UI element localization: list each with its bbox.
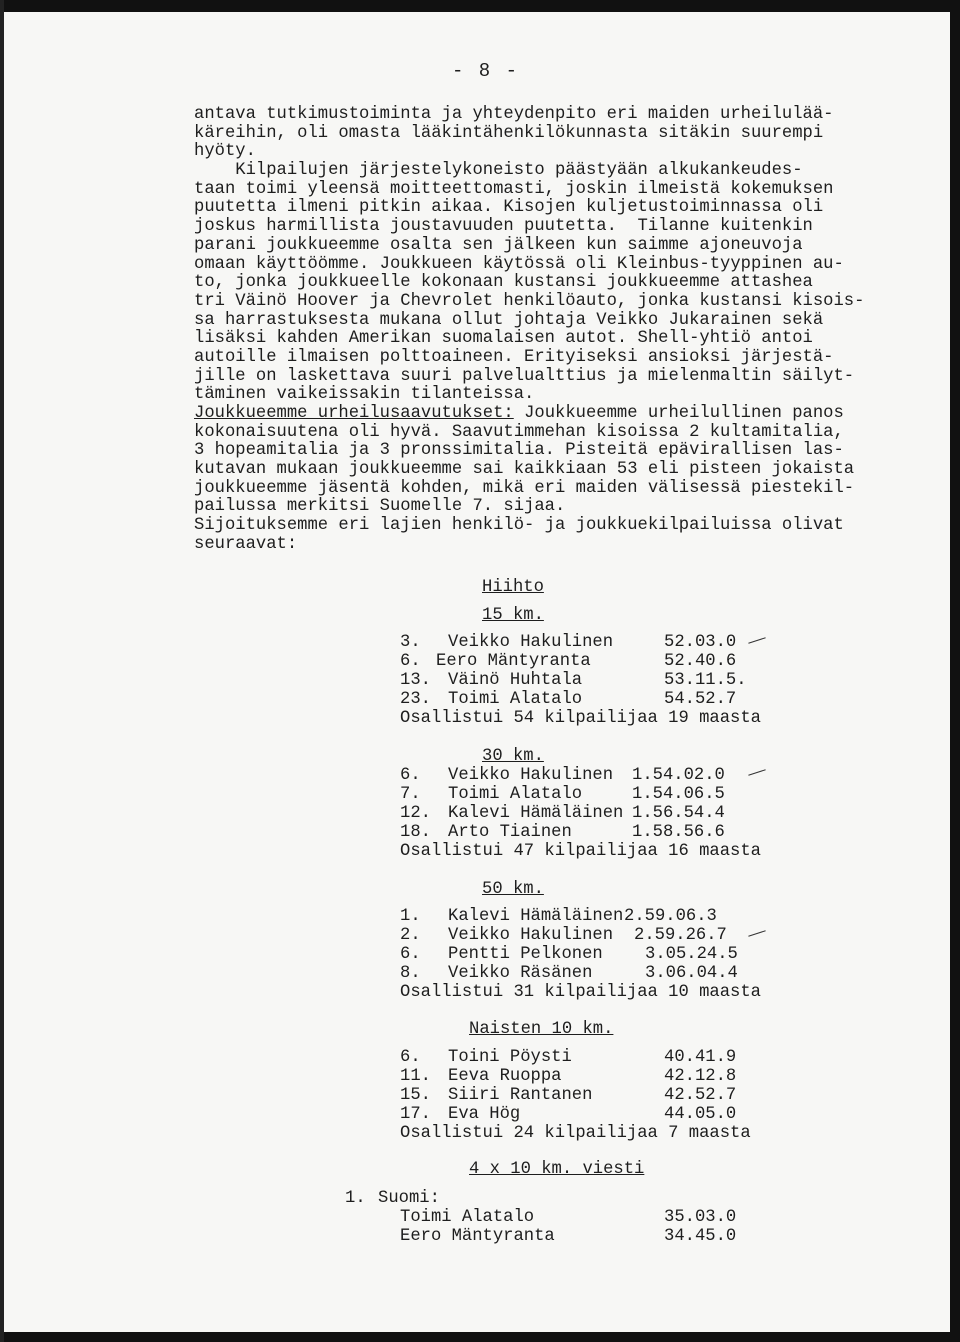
race-summary: Osallistui 47 kilpailijaa 16 maasta — [400, 842, 761, 861]
result-name: Toimi Alatalo — [448, 690, 583, 709]
race-title: 50 km. — [482, 880, 544, 899]
result-name: Eva Hög — [448, 1105, 521, 1124]
result-time: 40.41.9 — [664, 1048, 737, 1067]
result-name: Veikko Räsänen — [448, 964, 593, 983]
race-summary: Osallistui 31 kilpailijaa 10 maasta — [400, 983, 761, 1002]
paragraph-line: lisäksi kahden Amerikan suomalaisen autot. Shell-yhtiö antoi — [194, 329, 813, 349]
result-time: 2.59.06.3 — [624, 907, 717, 926]
result-time: 1.54.06.5 — [632, 785, 725, 804]
paragraph-line: puutetta ilmeni pitkin aikaa. Kisojen kuljetustoiminnassa oli — [194, 198, 824, 218]
result-name: Pentti Pelkonen — [448, 945, 603, 964]
result-place: 6. — [400, 945, 421, 964]
race-summary: Osallistui 24 kilpailijaa 7 maasta — [400, 1124, 751, 1143]
race-summary: Osallistui 54 kilpailijaa 19 maasta — [400, 709, 761, 728]
result-name: Väinö Huhtala — [448, 671, 583, 690]
result-place: 1. — [400, 907, 421, 926]
race-title: 30 km. — [482, 747, 544, 766]
result-time: 42.12.8 — [664, 1067, 737, 1086]
pencil-tick-mark — [748, 769, 765, 776]
result-time: 52.03.0 — [664, 633, 737, 652]
paragraph-line: omaan käyttöömme. Joukkueen käytössä oli Kleinbus-tyyppinen au- — [194, 254, 844, 274]
result-place: 15. — [400, 1086, 431, 1105]
race-title: 15 km. — [482, 606, 544, 625]
section-heading: Joukkueemme urheilusaavutukset: — [194, 404, 514, 423]
relay-place: 1. — [345, 1189, 366, 1208]
result-place: 8. — [400, 964, 421, 983]
relay-member-time: 34.45.0 — [664, 1227, 737, 1246]
race-title: Naisten 10 km. — [469, 1020, 614, 1039]
section-line: kokonaisuutena oli hyvä. Saavutimmehan kisoissa 2 kultamitalia, — [194, 422, 844, 442]
result-time: 2.59.26.7 — [634, 926, 727, 945]
result-place: 18. — [400, 823, 431, 842]
result-time: 3.05.24.5 — [645, 945, 738, 964]
result-place: 17. — [400, 1105, 431, 1124]
result-name: Kalevi Hämäläinen — [448, 907, 624, 926]
relay-member-time: 35.03.0 — [664, 1208, 737, 1227]
result-time: 3.06.04.4 — [645, 964, 738, 983]
result-place: 23. — [400, 690, 431, 709]
paragraph-line: autoille ilmaisen polttoaineen. Erityiseksi ansioksi järjestä- — [194, 347, 834, 367]
section-line: pailussa merkitsi Suomelle 7. sijaa. — [194, 497, 566, 517]
result-place: 11. — [400, 1067, 431, 1086]
result-name: Veikko Hakulinen — [448, 633, 614, 652]
result-place: 7. — [400, 785, 421, 804]
result-place: 12. — [400, 804, 431, 823]
sport-heading: Hiihto — [482, 578, 544, 597]
result-place: 6. — [400, 1048, 421, 1067]
result-place: 6. — [400, 766, 421, 785]
paragraph-line: sa harrastuksesta mukana ollut johtaja Veikko Jukarainen sekä — [194, 310, 824, 330]
paragraph-line: tri Väinö Hoover ja Chevrolet henkilöauto, jonka kustansi kisois- — [194, 291, 865, 311]
relay-title: 4 x 10 km. viesti — [469, 1160, 645, 1179]
result-name: Arto Tiainen — [448, 823, 572, 842]
relay-team: Suomi: — [378, 1189, 440, 1208]
result-time: 54.52.7 — [664, 690, 737, 709]
result-time: 1.58.56.6 — [632, 823, 725, 842]
result-name: Toini Pöysti — [448, 1048, 572, 1067]
paragraph-line: parani joukkueemme osalta sen jälkeen kun saimme ajoneuvoja — [194, 235, 803, 255]
pencil-tick-mark — [748, 930, 765, 937]
relay-member-name: Eero Mäntyranta — [400, 1227, 555, 1246]
section-line: 3 hopeamitalia ja 3 pronssimitalia. Pisteitä epävirallisen las- — [194, 441, 844, 461]
paragraph-line: täminen vaikeissakin tilanteissa. — [194, 385, 535, 405]
result-place: 2. — [400, 926, 421, 945]
page-number: - 8 - — [452, 60, 520, 82]
result-place: 6. — [400, 652, 421, 671]
result-time: 52.40.6 — [664, 652, 737, 671]
paragraph-line: joskus harmillista joustavuuden puutetta. Tilanne kuitenkin — [194, 217, 813, 237]
paragraph-line: hyöty. — [194, 142, 256, 162]
paragraph-line: jille on laskettava suuri palvelualttius ja mielenmaltin säilyt- — [194, 366, 855, 386]
result-time: 1.56.54.4 — [632, 804, 725, 823]
paragraph-line: to, jonka joukkueelle kokonaan kustansi joukkueemme attashea — [194, 273, 813, 293]
section-line: seuraavat: — [194, 534, 298, 554]
result-time: 53.11.5. — [664, 671, 747, 690]
result-name: Veikko Hakulinen — [448, 926, 614, 945]
result-name: Eeva Ruoppa — [448, 1067, 562, 1086]
relay-member-name: Toimi Alatalo — [400, 1208, 535, 1227]
result-name: Siiri Rantanen — [448, 1086, 593, 1105]
result-time: 42.52.7 — [664, 1086, 737, 1105]
pencil-tick-mark — [748, 637, 765, 644]
result-place: 13. — [400, 671, 431, 690]
paragraph-line: Kilpailujen järjestelykoneisto päästyään alkukankeudes- — [194, 161, 803, 181]
section-line: joukkueemme jäsentä kohden, mikä eri maiden välisessä piestekil- — [194, 478, 855, 498]
result-name: Veikko Hakulinen — [448, 766, 614, 785]
result-place: 3. — [400, 633, 421, 652]
result-time: 44.05.0 — [664, 1105, 737, 1124]
section-line: kutavan mukaan joukkueemme sai kaikkiaan 53 eli pisteen jokaista — [194, 460, 855, 480]
result-name: Kalevi Hämäläinen — [448, 804, 624, 823]
result-time: 1.54.02.0 — [632, 766, 725, 785]
paragraph-line: antava tutkimustoiminta ja yhteydenpito eri maiden urheilulää- — [194, 105, 834, 124]
paragraph-line: taan toimi yleensä moitteettomasti, joskin ilmeistä kokemuksen — [194, 179, 834, 199]
result-name: Toimi Alatalo — [448, 785, 583, 804]
result-name: Eero Mäntyranta — [436, 652, 591, 671]
section-line: Sijoituksemme eri lajien henkilö- ja joukkuekilpailuissa olivat — [194, 516, 844, 536]
section-line: Joukkueemme urheilullinen panos — [513, 404, 844, 423]
paragraph-line: käreihin, oli omasta lääkintähenkilökunnasta sitäkin suurempi — [194, 123, 824, 143]
